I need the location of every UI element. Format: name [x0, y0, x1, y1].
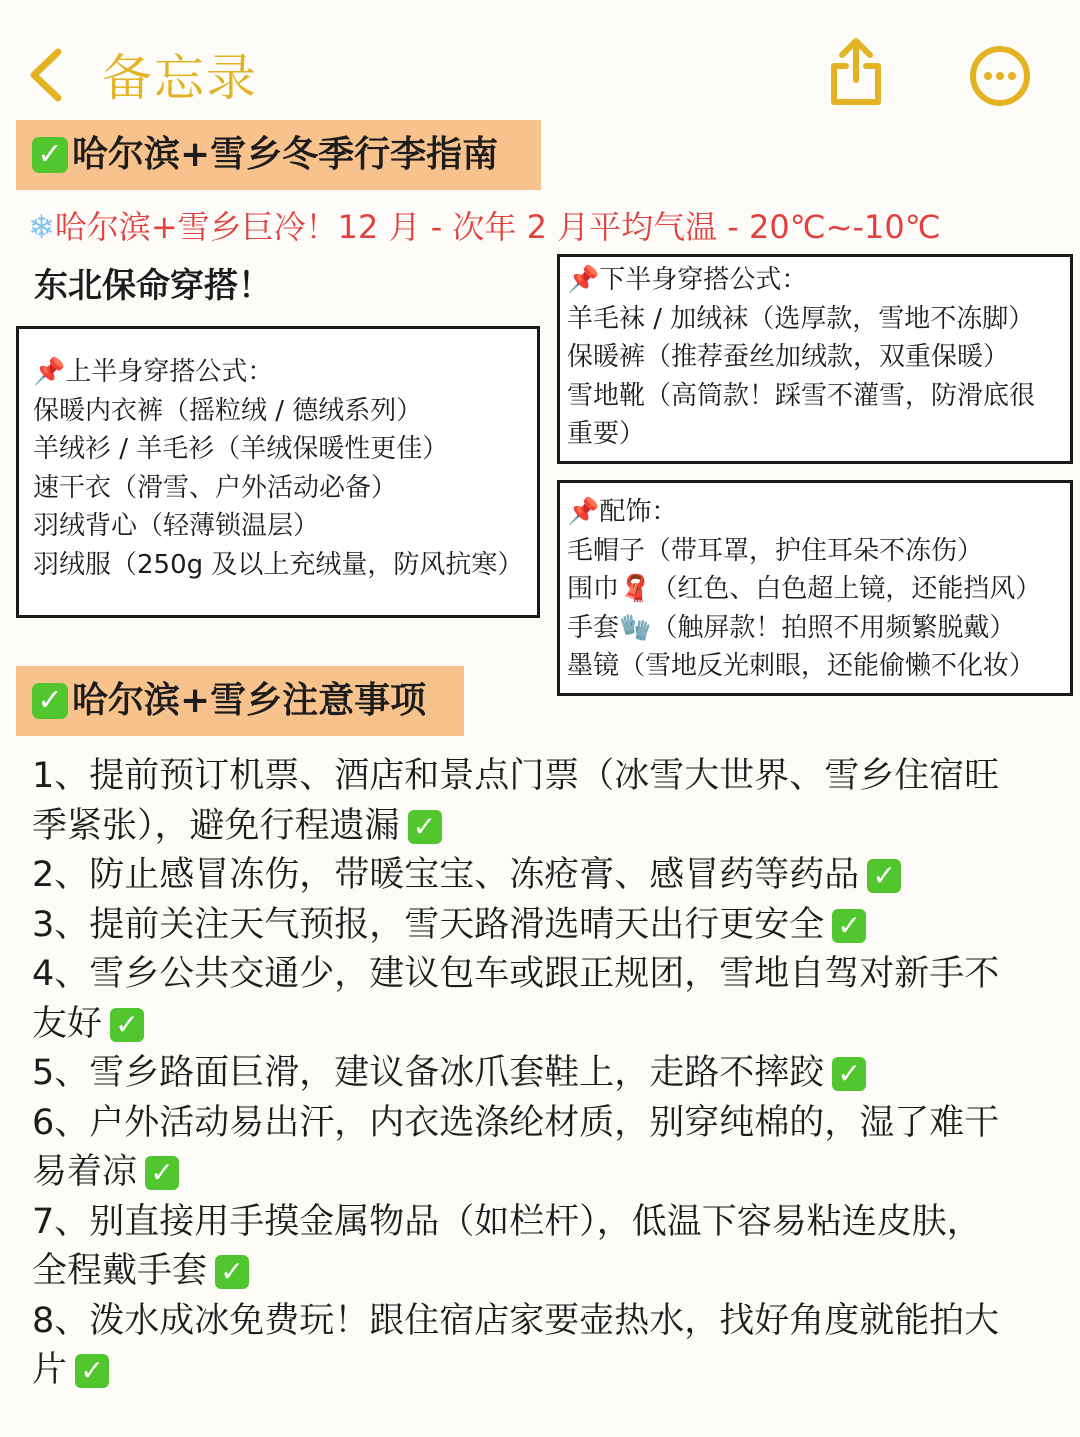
- section-title: 哈尔滨+雪乡注意事项: [72, 680, 427, 721]
- check-icon: ✓: [32, 137, 68, 173]
- list-item: 手套🧤（触屏款！拍照不用频繁脱戴）: [567, 612, 1016, 643]
- list-item: 墨镜（雪地反光刺眼，还能偷懒不化妆）: [567, 651, 1036, 681]
- upper-body-title: 📌上半身穿搭公式：: [33, 357, 274, 387]
- note-item: 5、雪乡路面巨滑，建议备冰爪套鞋上，走路不摔跤 ✓: [32, 1049, 1052, 1099]
- list-item: 羽绒服（250g 及以上充绒量，防风抗寒）: [33, 549, 524, 580]
- notes-list: [32, 752, 1052, 1396]
- note-item: 8、泼水成冰免费玩！跟住宿店家要壶热水，找好角度就能拍大 片 ✓: [32, 1300, 1000, 1390]
- list-item: 羊毛袜 / 加绒袜（选厚款，雪地不冻脚）: [567, 303, 1035, 334]
- more-icon[interactable]: [968, 44, 1032, 108]
- share-icon[interactable]: [826, 36, 886, 108]
- lower-body-title: 📌下半身穿搭公式：: [567, 265, 808, 295]
- temperature-note: [28, 204, 941, 250]
- list-item: 雪地靴（高筒款！踩雪不灌雪，防滑底很: [567, 380, 1036, 411]
- nav-title[interactable]: 备忘录: [102, 49, 258, 107]
- list-item: 保暖内衣裤（摇粒绒 / 德绒系列）: [33, 395, 423, 426]
- note-item: 1、提前预订机票、酒店和景点门票（冰雪大世界、雪乡住宿旺 季紧张），避免行程遗漏 ✓: [32, 756, 1000, 846]
- list-item: 毛帽子（带耳罩，护住耳朵不冻伤）: [567, 535, 984, 566]
- check-icon: ✓: [110, 1008, 144, 1042]
- check-icon: ✓: [408, 810, 442, 844]
- section-header-packing-guide: [16, 120, 541, 190]
- check-icon: ✓: [832, 909, 866, 943]
- note-item: 4、雪乡公共交通少，建议包车或跟正规团，雪地自驾对新手不 友好 ✓: [32, 954, 1000, 1044]
- chevron-left-icon[interactable]: [26, 46, 66, 104]
- note-item: 3、提前关注天气预报，雪天路滑选晴天出行更安全 ✓: [32, 901, 1052, 951]
- section-title: 哈尔滨+雪乡冬季行李指南: [72, 134, 499, 175]
- check-icon: ✓: [832, 1057, 866, 1091]
- accessories-title: 📌配饰：: [567, 497, 678, 527]
- check-icon: ✓: [145, 1156, 179, 1190]
- upper-body-box: [16, 326, 540, 618]
- note-item: 2、防止感冒冻伤，带暖宝宝、冻疮膏、感冒药等药品 ✓: [32, 851, 1052, 901]
- pushpin-icon: 📌: [567, 265, 600, 295]
- list-item: 围巾🧣（红色、白色超上镜，还能挡风）: [567, 574, 1042, 604]
- lower-body-box: [557, 254, 1073, 464]
- check-icon: ✓: [867, 859, 901, 893]
- accessories-box: [557, 480, 1073, 696]
- check-icon: ✓: [75, 1354, 109, 1388]
- note-item: 6、户外活动易出汗，内衣选涤纶材质，别穿纯棉的，湿了难干 易着凉 ✓: [32, 1102, 1000, 1192]
- outfit-subheading: 东北保命穿搭！: [34, 266, 272, 306]
- list-item: 重要）: [567, 419, 646, 449]
- check-icon: ✓: [215, 1255, 249, 1289]
- list-item: 保暖裤（推荐蚕丝加绒款，双重保暖）: [567, 342, 1010, 372]
- list-item: 羊绒衫 / 羊毛衫（羊绒保暖性更佳）: [33, 434, 449, 464]
- pushpin-icon: 📌: [33, 357, 66, 387]
- snowflake-icon: ❄: [28, 208, 55, 246]
- pushpin-icon: 📌: [567, 497, 600, 527]
- note-item: 7、别直接用手摸金属物品（如栏杆），低温下容易粘连皮肤， 全程戴手套 ✓: [32, 1201, 982, 1291]
- temperature-text: 哈尔滨+雪乡巨冷！12 月 - 次年 2 月平均气温 - 20℃~-10℃: [54, 208, 941, 246]
- list-item: 羽绒背心（轻薄锁温层）: [33, 511, 320, 541]
- section-header-notes: [16, 666, 464, 736]
- check-icon: ✓: [32, 683, 68, 719]
- list-item: 速干衣（滑雪、户外活动必备）: [33, 472, 398, 503]
